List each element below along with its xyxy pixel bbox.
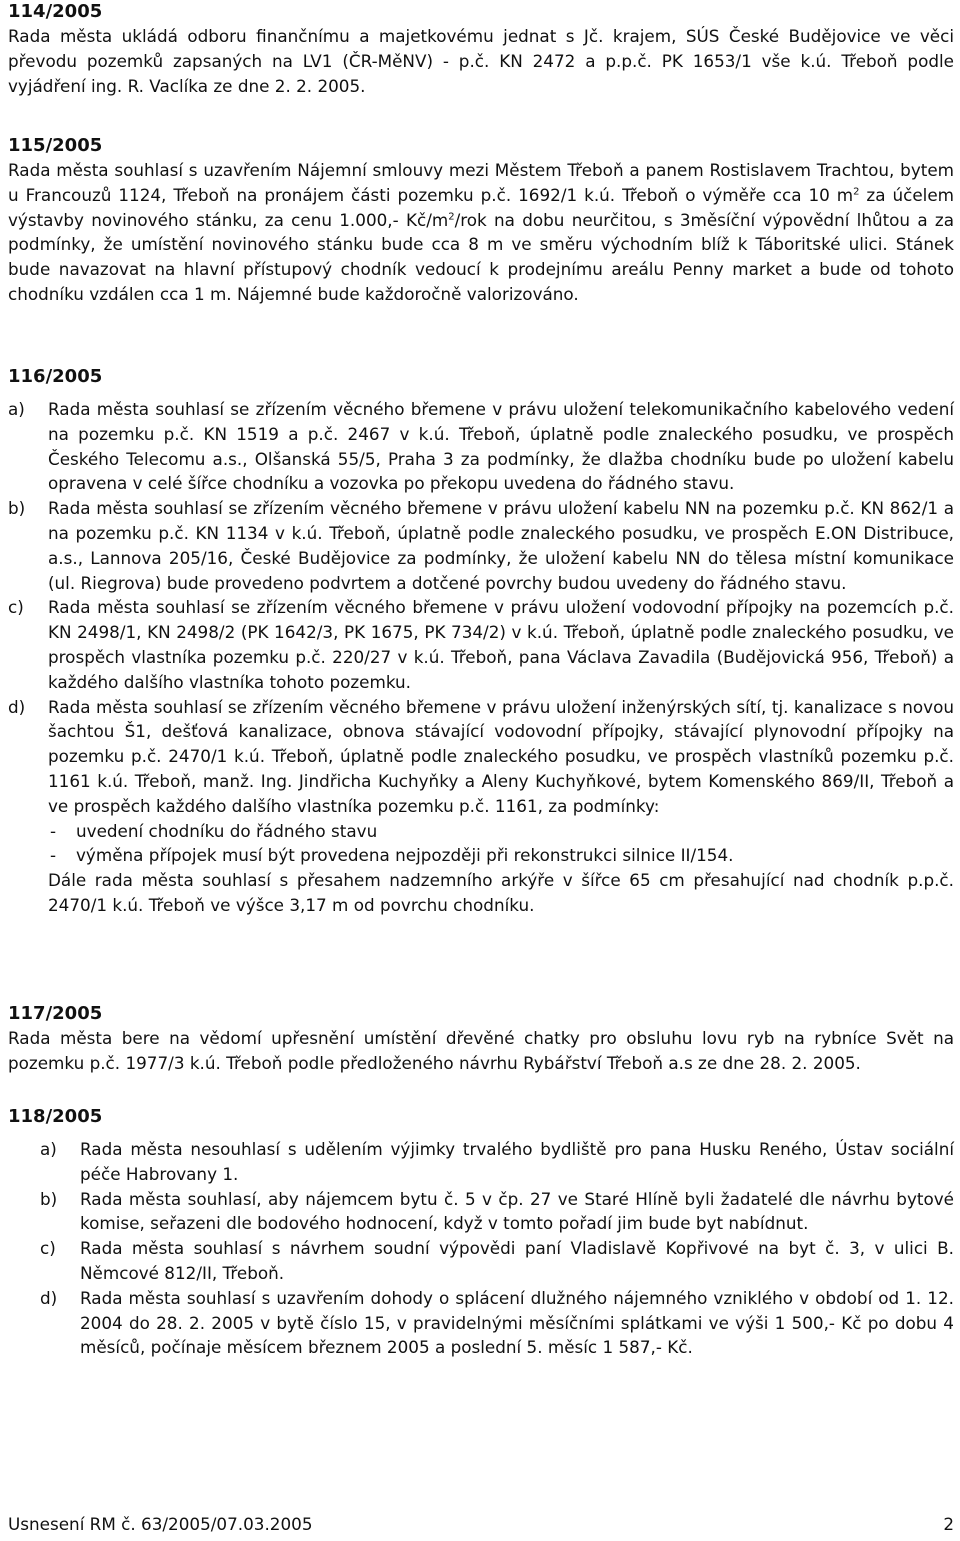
item-text: Rada města souhlasí s návrhem soudní výpovědi paní Vladislavě Kopřivové na byt č. 3, v ulici B. Němcové 812/II, Třeboň. (80, 1238, 954, 1283)
item-label: c) (8, 597, 24, 618)
resolution-text: Rada města souhlasí s uzavřením Nájemní smlouvy mezi Městem Třeboň a panem Rostislavem Trachtou, bytem u Francouzů 1124, Třeboň na pronájem části pozemku p.č. 1692/1 k.ú. Třeboň o výměře cca 10 $m^2$ za účelem výstavby novinového stánku, za cenu 1.000,- $Kč/m^2$/rok na dobu neurčitou, s 3měsíční výpovědní lhůtou a za podmínky, že umístění novinového stánku bude cca 8 m ve směru východním blíž k Táboritské ulici. Stánek bude navazovat na hlavní přístupový chodník vedoucí k prodejnímu areálu Penny market a bude od tohoto chodníku vzdálen cca 1 m. Nájemné bude každoročně valorizováno. (8, 160, 954, 304)
page-footer (8, 1512, 954, 1536)
continuation-text: Dále rada města souhlasí s přesahem nadzemního arkýře v šířce 65 cm přesahující nad chodník p.p.č. 2470/1 k.ú. Třeboň ve výšce 3,17 m od povrchu chodníku. (48, 870, 954, 915)
item-text: Rada města nesouhlasí s udělením výjimky trvalého bydliště pro pana Husku Reného, Ústav sociální péče Habrovany 1. (80, 1139, 954, 1184)
condition-item (8, 843, 954, 868)
resolution-115 (8, 134, 954, 307)
item-text: Rada města souhlasí se zřízením věcného břemene v právu uložení inženýrských sítí, tj. kanalizace s novou šachtou Š1, dešťová kanalizace, obnova stávající vodovodní přípojky, stávající plynovodní přípojky na pozemku p.č. 2470/1 k.ú. Třeboň, úplatně podle znaleckého posudku, ve prospěch vlastníků pozemku p.č. 1161 k.ú. Třeboň, manž. Ing. Jindřicha Kuchyňky a Aleny Kuchyňkové, bytem Komenského 869/II, Třeboň a ve prospěch každého dalšího vlastníka pozemku p.č. 1161, za podmínky: (48, 696, 954, 816)
resolution-title: 115/2005 (8, 135, 103, 156)
item-label: d) (8, 696, 26, 717)
item-label: a) (8, 399, 25, 419)
condition-item (8, 819, 954, 844)
resolution-title: 114/2005 (8, 1, 103, 22)
condition-text: výměna přípojek musí být provedena nejpozději při rekonstrukci silnice II/154. (76, 845, 734, 866)
resolution-title: 116/2005 (8, 366, 103, 387)
item-label: a) (40, 1139, 57, 1159)
item-label: d) (40, 1287, 58, 1308)
list-item-c (8, 1236, 954, 1286)
resolution-117 (8, 1002, 954, 1076)
resolution-116 (8, 365, 954, 918)
dash-bullet: - (50, 820, 57, 841)
resolution-text: Rada města bere na vědomí upřesnění umístění dřevěné chatky pro obsluhu lovu ryb na rybníce Svět na pozemku p.č. 1977/3 k.ú. Třeboň podle předloženého návrhu Rybářství Třeboň a.s ze dne 28. 2. 2005. (8, 1028, 954, 1073)
list-item-c (8, 595, 954, 694)
resolution-114 (8, 0, 954, 98)
dash-bullet: - (50, 845, 57, 866)
resolution-118 (8, 1105, 954, 1360)
item-text: Rada města souhlasí se zřízením věcného břemene v právu uložení kabelu NN na pozemku p.č. KN 862/1 a na pozemku p.č. KN 1134 v k.ú. Třeboň, úplatně podle znaleckého posudku, ve prospěch E.ON Distribuce, a.s., Lannova 205/16, České Budějovice za podmínky, že uložení kabelu NN do tělesa místní komunikace (ul. Riegrova) bude provedeno podvrtem a dotčené povrchy budou uvedeny do řádného stavu. (48, 498, 954, 593)
list-item-d (8, 695, 954, 819)
resolution-title: 118/2005 (8, 1106, 103, 1127)
list-item-d (8, 1286, 954, 1360)
resolution-text: Rada města ukládá odboru finančnímu a majetkovému jednat s Jč. krajem, SÚS České Budějovice ve věci převodu pozemků zapsaných na LV1 (ČR-MěNV) - p.č. KN 2472 a p.p.č. PK 1653/1 vše k.ú. Třeboň podle vyjádření ing. R. Vaclíka ze dne 2. 2. 2005. (8, 26, 954, 96)
item-list (8, 1137, 954, 1360)
item-text: Rada města souhlasí se zřízením věcného břemene v právu uložení telekomunikačního kabelového vedení na pozemku p.č. KN 1519 a p.č. 2467 v k.ú. Třeboň, úplatně podle znaleckého posudku, ve prospěch Českého Telecomu a.s., Olšanská 55/5, Praha 3 za podmínky, že dlažba chodníku bude po uložení kabelu opravena v celé šířce chodníku a vozovka po překopu uvedena do řádného stavu. (48, 399, 954, 494)
item-label: b) (40, 1188, 58, 1209)
resolution-title: 117/2005 (8, 1003, 103, 1024)
list-item-a (8, 397, 954, 496)
item-label: b) (8, 498, 26, 519)
item-text: Rada města souhlasí se zřízením věcného břemene v právu uložení vodovodní přípojky na pozemcích p.č. KN 2498/1, KN 2498/2 (PK 1642/3, PK 1675, PK 734/2) v k.ú. Třeboň, úplatně podle znaleckého posudku, ve prospěch vlastníka pozemku p.č. 220/27 v k.ú. Třeboň, pana Václava Zavadila (Budějovická 956, Třeboň) a každého dalšího vlastníka tohoto pozemku. (48, 597, 954, 692)
condition-text: uvedení chodníku do řádného stavu (76, 820, 378, 841)
page-number: 2 (943, 1514, 954, 1534)
list-item-b (8, 1187, 954, 1237)
item-label: c) (40, 1238, 56, 1259)
footer-document-id: Usnesení RM č. 63/2005/07.03.2005 (8, 1514, 313, 1534)
item-text: Rada města souhlasí, aby nájemcem bytu č. 5 v čp. 27 ve Staré Hlíně byli žadatelé dle návrhu bytové komise, seřazeni dle bodového hodnocení, když v tomto pořadí jim bude byt nabídnut. (80, 1188, 954, 1234)
list-item-b (8, 496, 954, 595)
item-text: Rada města souhlasí s uzavřením dohody o splácení dlužného nájemného vzniklého v období od 1. 12. 2004 do 28. 2. 2005 v bytě číslo 15, v pravidelnými měsíčními splátkami ve výši 1 500,- Kč po dobu 4 měsíců, počínaje měsícem březnem 2005 a poslední 5. měsíc 1 587,- Kč. (80, 1287, 954, 1358)
list-item-a (8, 1137, 954, 1187)
